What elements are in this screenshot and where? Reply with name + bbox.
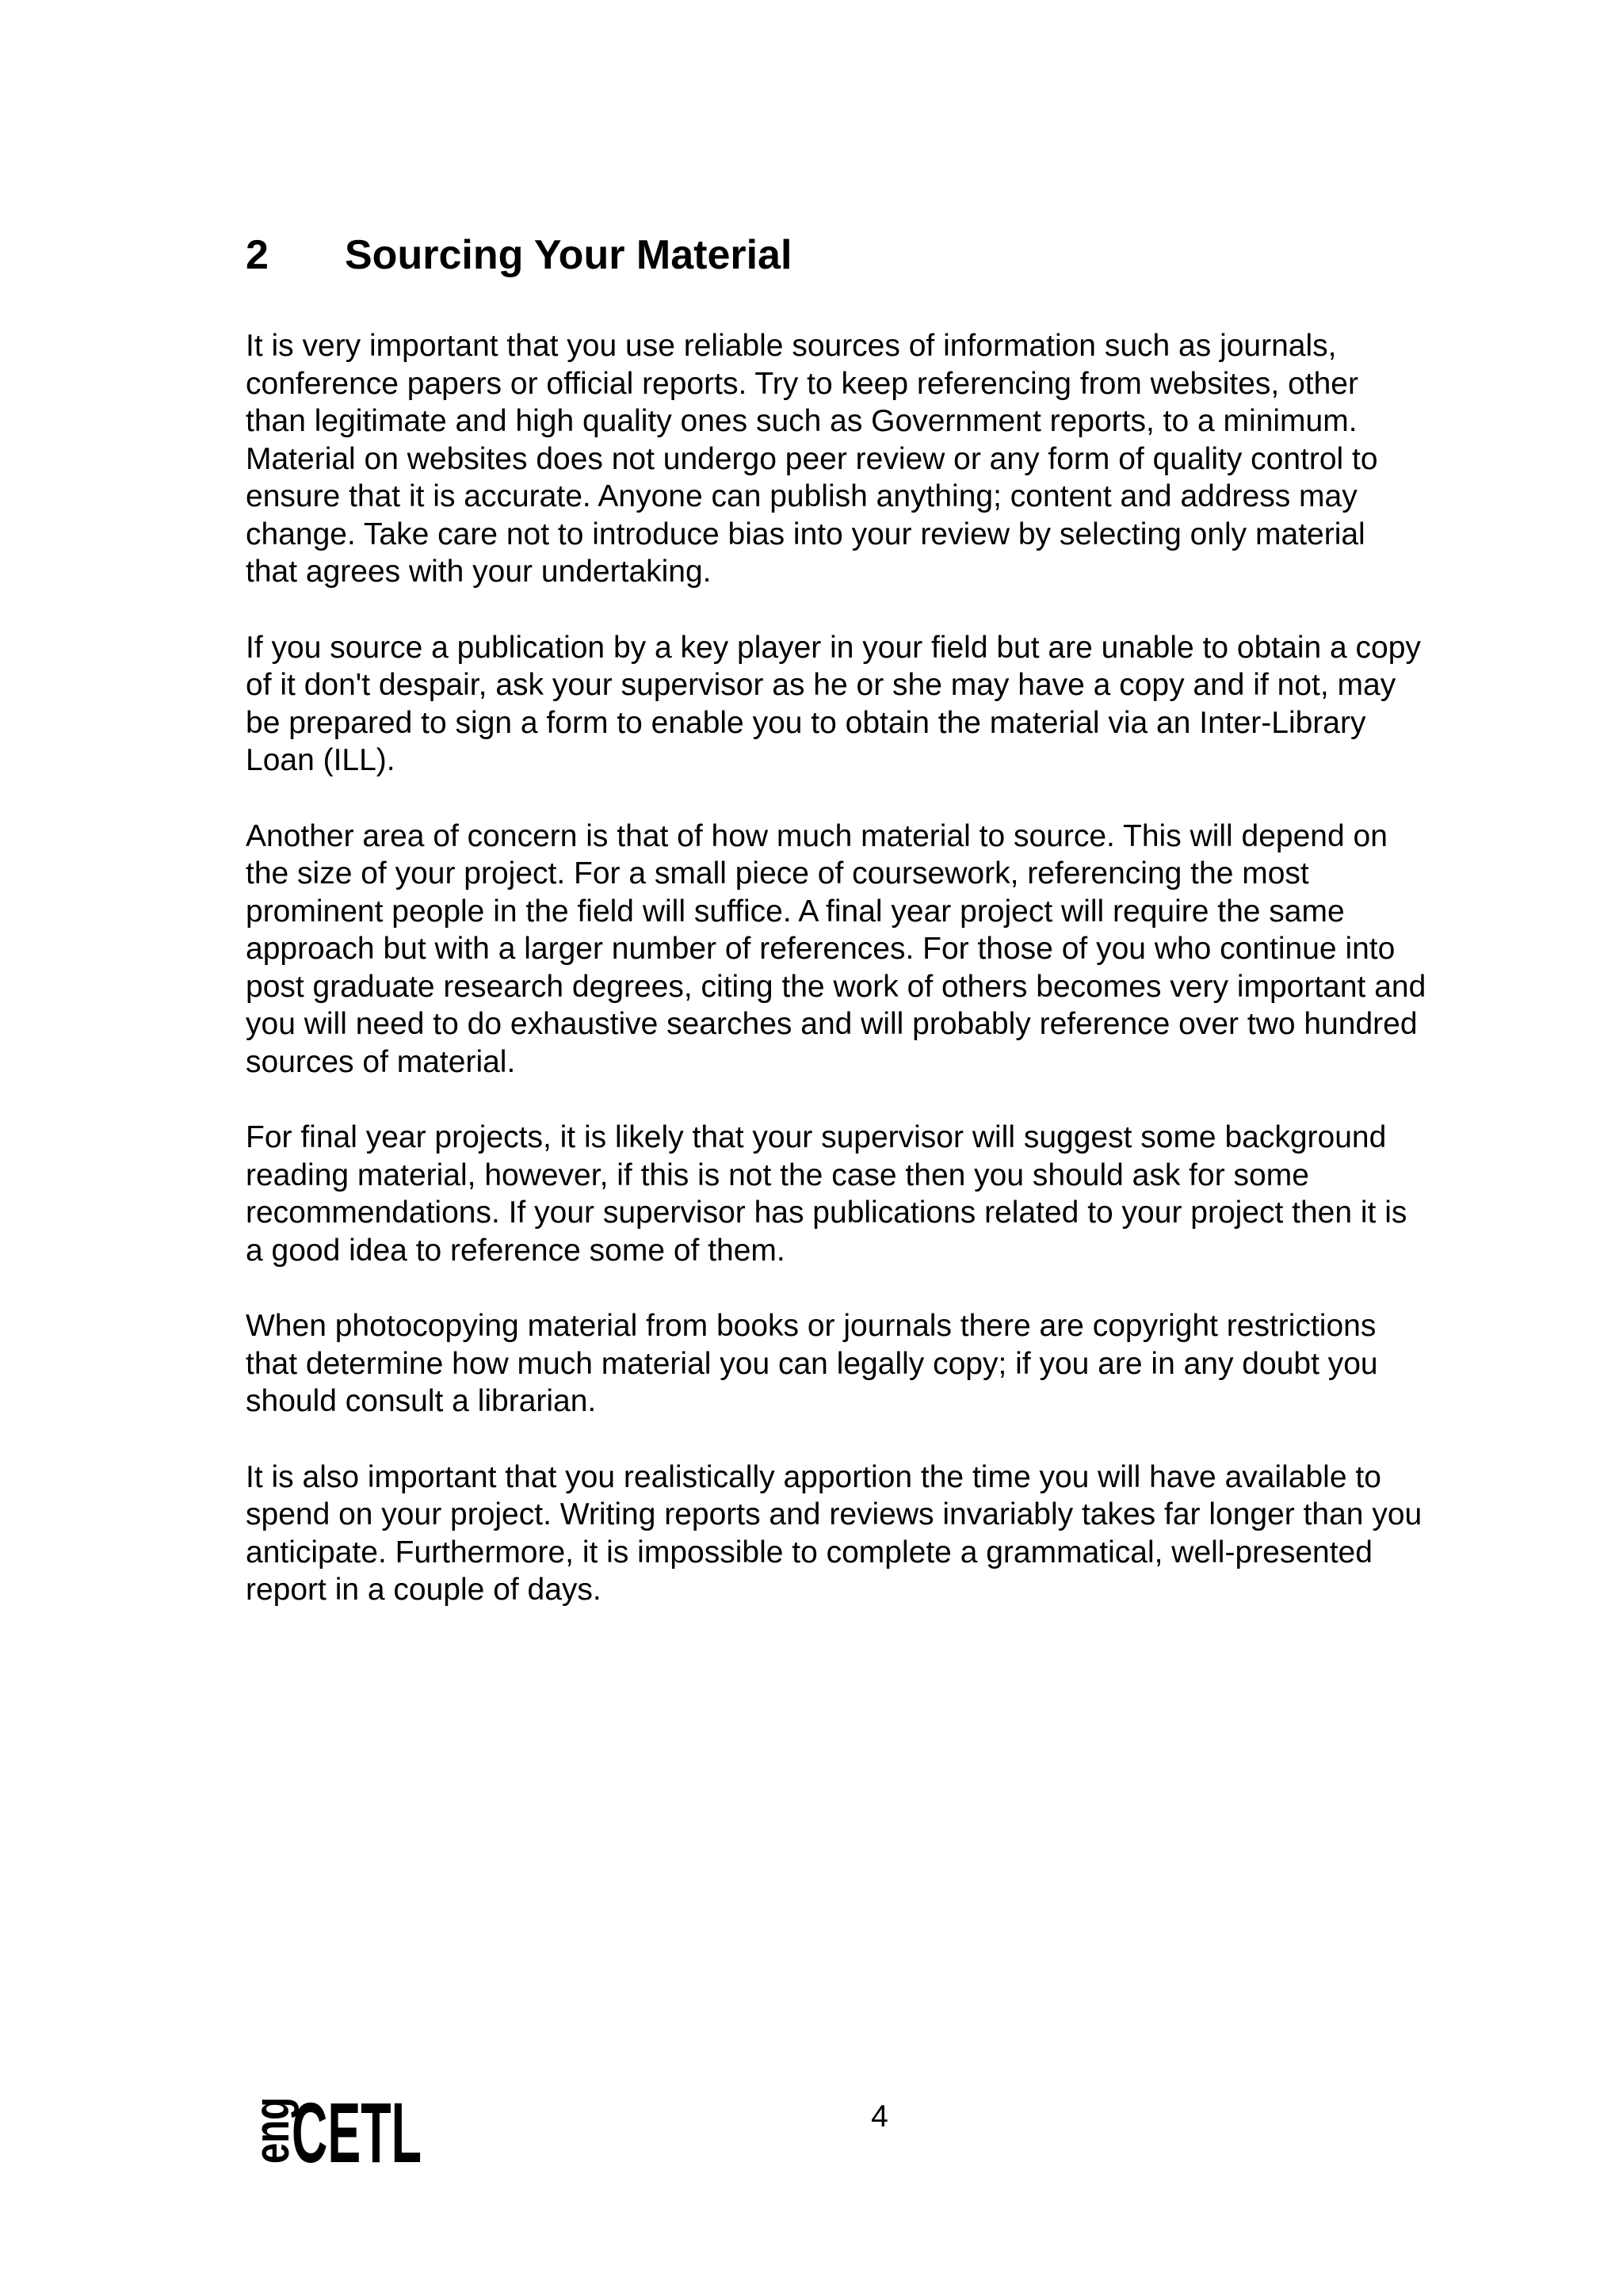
paragraph-copyright: When photocopying material from books or journals there are copyright restrictions that determine how much material you can legally copy; if you are in any doubt you should consult a librarian.: [246, 1309, 1378, 1418]
page-number: 4: [871, 2100, 888, 2134]
section-heading: [246, 230, 792, 280]
paragraph-how-much-material: Another area of concern is that of how much material to source. This will depend on the size of your project. For a small piece of coursework, referencing the most prominent people in the field will suffice. A final year project will require the same approach but with a larger number of references. For those of you who continue into post graduate research degrees, citing the work of others becomes very important and you will need to do exhaustive searches and will probably reference over two hundred sources of material.: [246, 818, 1426, 1079]
paragraph-final-year-projects: For final year projects, it is likely that your supervisor will suggest some background reading material, however, if this is not the case then you should ask for some recommendations. If your supervisor has publications related to your project then it is a good idea to reference some of them.: [246, 1120, 1407, 1268]
engcetl-logo: [244, 2076, 422, 2180]
logo-cetl-text: CETL: [292, 2084, 422, 2180]
section-title: Sourcing Your Material: [345, 232, 792, 278]
paragraph-time-apportion: It is also important that you realistically apportion the time you will have available to spend on your project. Writing reports and reviews invariably takes far longer than you anticipate. Furthermore, it is impossible to complete a grammatical, well-presented report in a couple of days.: [246, 1459, 1423, 1607]
paragraph-reliable-sources: It is very important that you use reliable sources of information such as journals, conference papers or official reports. Try to keep referencing from websites, other than legitimate and high quality ones such as Government reports, to a minimum. Material on websites does not undergo peer review or any form of quality control to ensure that it is accurate. Anyone can publish anything; content and address may change. Take care not to introduce bias into your review by selecting only material that agrees with your undertaking.: [246, 329, 1378, 589]
paragraph-obtaining-publications: If you source a publication by a key player in your field but are unable to obtain a copy of it don't despair, ask your supervisor as he or she may have a copy and if not, may be prepared to sign a form to enable you to obtain the material via an Inter-Library Loan (ILL).: [246, 630, 1421, 777]
logo-eng-text: eng: [245, 2076, 300, 2164]
body-text: [246, 327, 1514, 1647]
section-number: 2: [246, 232, 269, 278]
